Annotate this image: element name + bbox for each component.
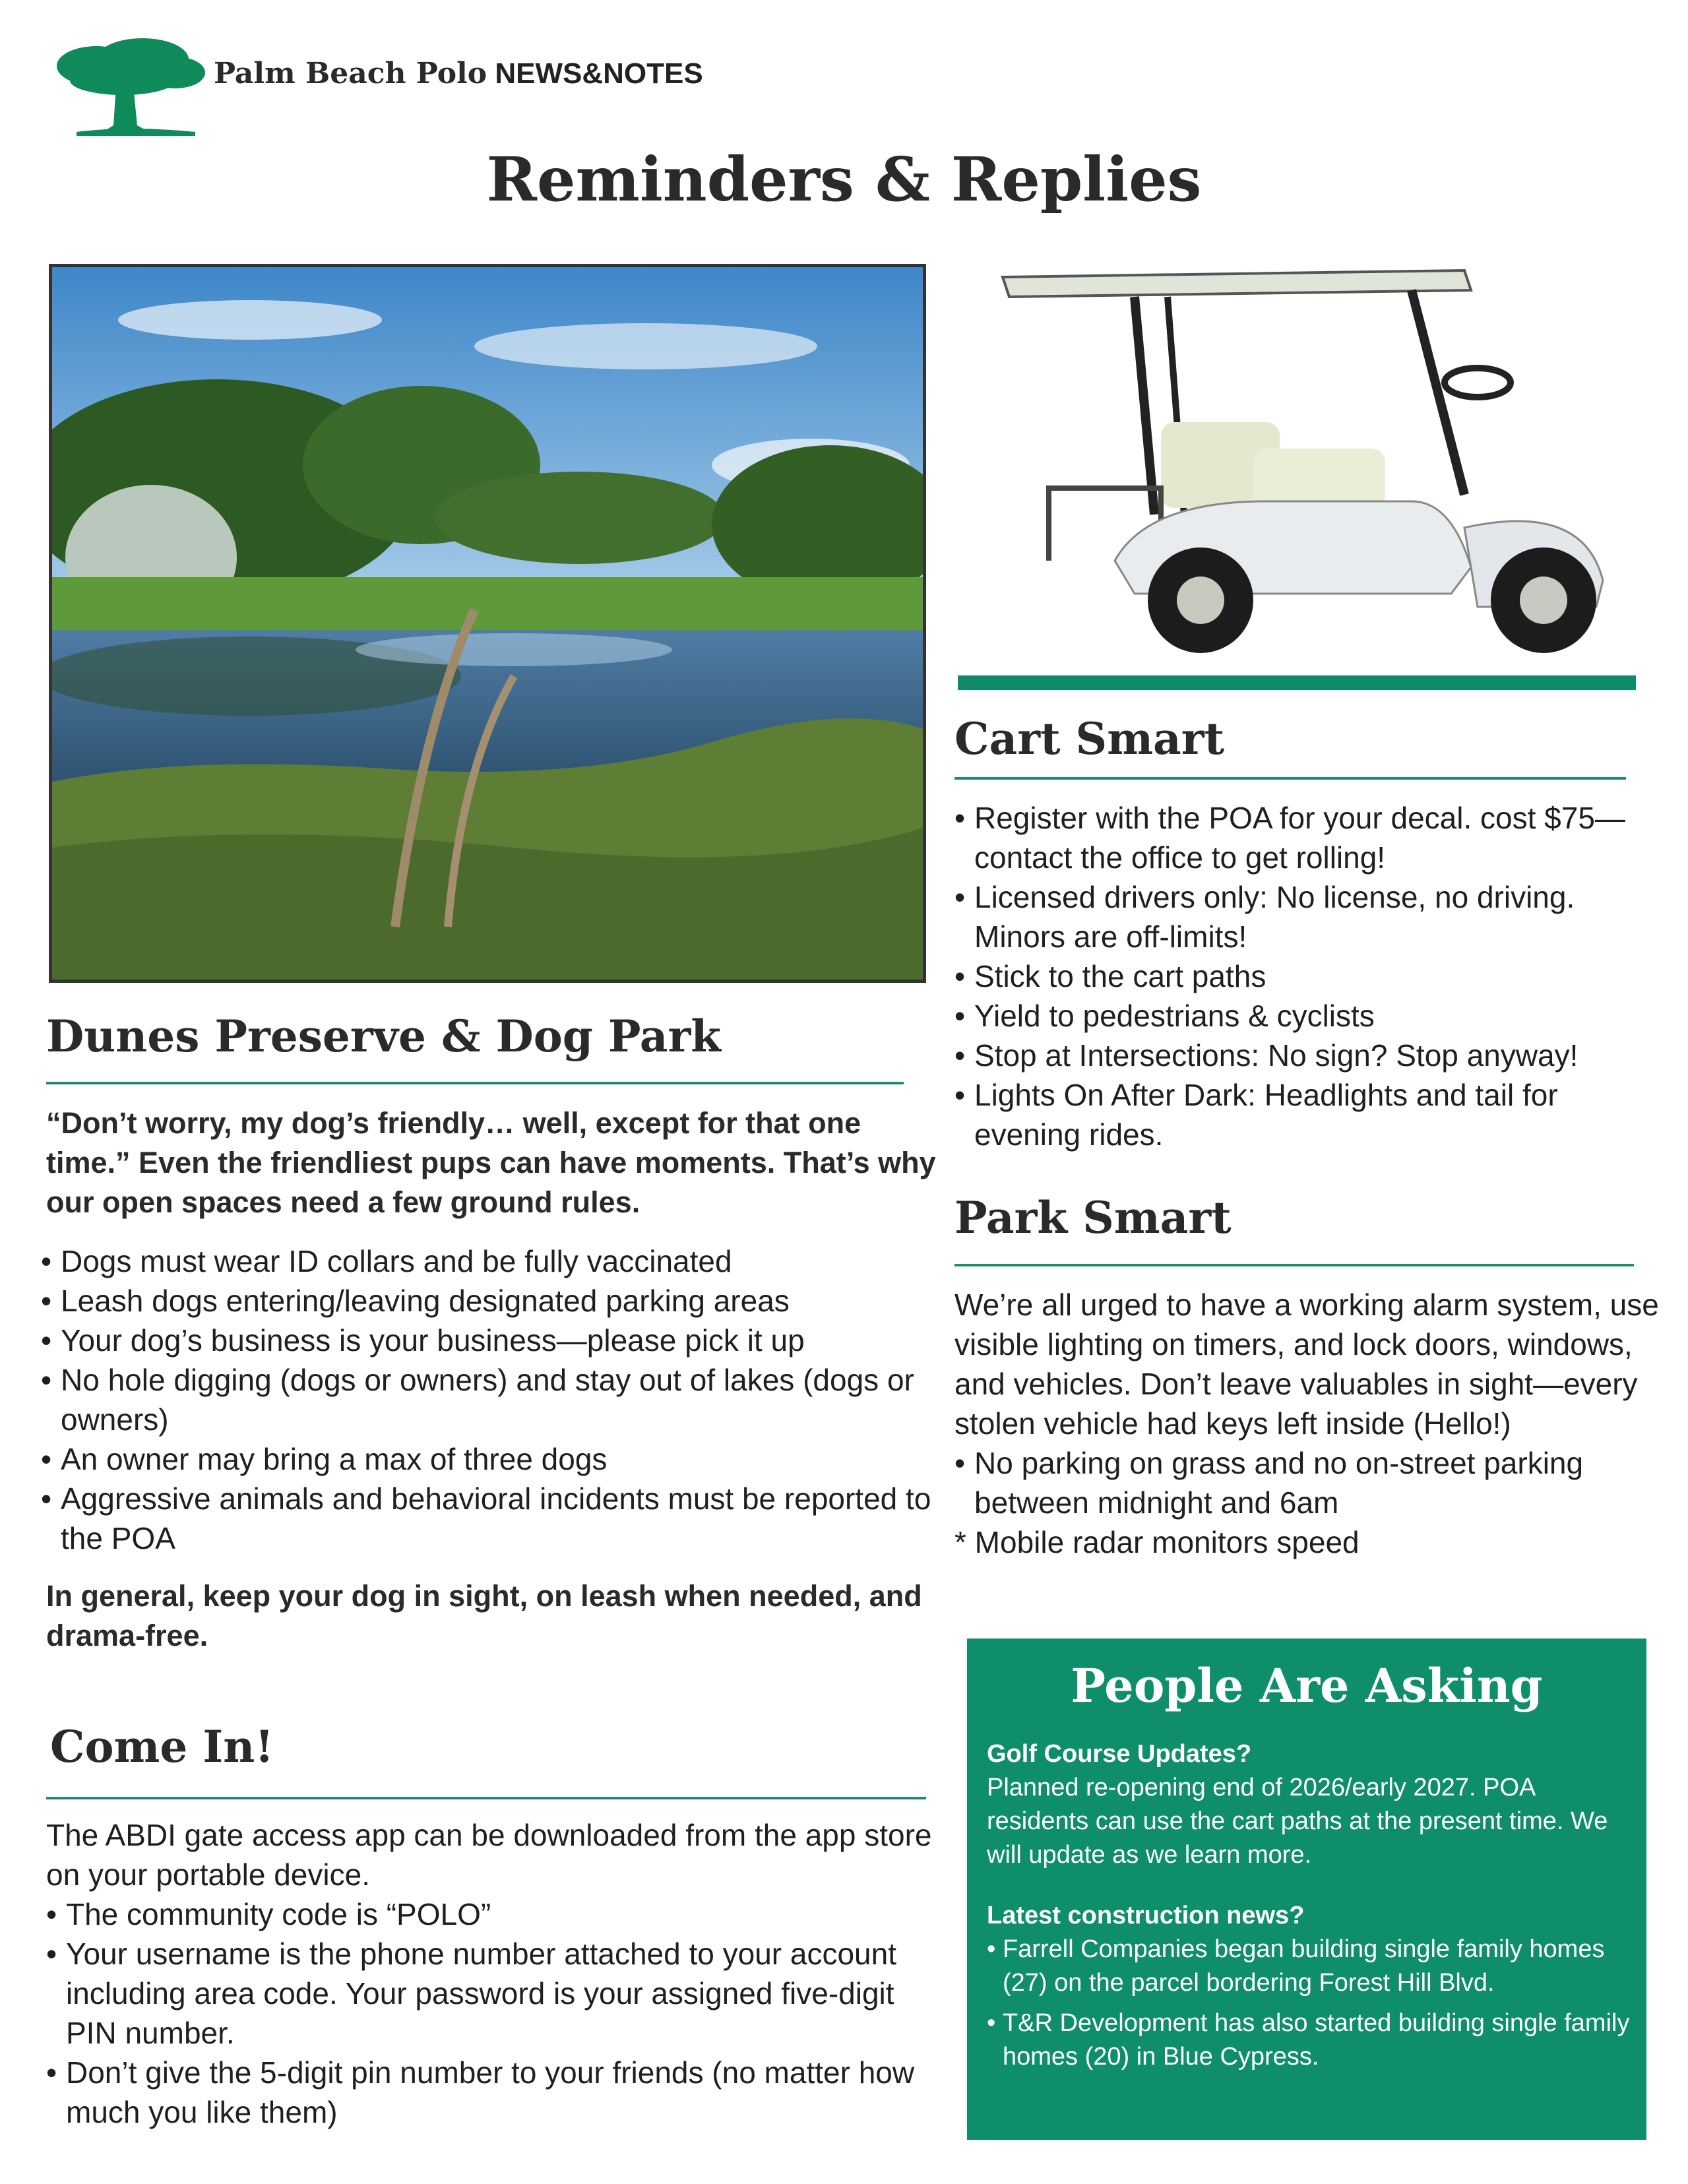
golf-cart-photo	[950, 251, 1649, 673]
list-item: • Register with the POA for your decal. cost $75—contact the office to get rolling!	[954, 798, 1667, 877]
list-item: • An owner may bring a max of three dogs	[41, 1439, 938, 1479]
list-item: • No parking on grass and no on-street parking between midnight and 6am	[954, 1443, 1667, 1522]
come-in-list	[46, 1894, 943, 2132]
park-smart-heading: Park Smart	[954, 1192, 1232, 1243]
list-item: • Stick to the cart paths	[954, 956, 1667, 996]
list-item: • Yield to pedestrians & cyclists	[954, 996, 1667, 1036]
come-in-body	[46, 1815, 943, 2132]
people-are-asking-box	[967, 1638, 1646, 2140]
come-in-heading: Come In!	[50, 1721, 274, 1772]
dunes-closing: In general, keep your dog in sight, on leash when needed, and drama-free.	[46, 1579, 922, 1652]
list-item: • Farrell Companies began building single family homes (27) on the parcel bordering Forest Hill Blvd.	[987, 1933, 1633, 2000]
park-smart-divider	[954, 1264, 1634, 1266]
list-item: • Leash dogs entering/leaving designated parking areas	[41, 1281, 938, 1321]
list-item: • Your dog’s business is your business—please pick it up	[41, 1321, 938, 1360]
list-item: • T&R Development has also started building single family homes (20) in Blue Cypress.	[987, 2007, 1633, 2074]
radar-note: * Mobile radar monitors speed	[954, 1525, 1360, 1559]
dunes-divider	[46, 1082, 904, 1084]
masthead	[214, 57, 703, 90]
construction-qa	[987, 1899, 1633, 2080]
construction-list	[987, 1933, 1633, 2074]
come-in-intro: The ABDI gate access app can be downloaded from the app store on your portable device.	[46, 1818, 932, 1892]
question: Latest construction news?	[987, 1902, 1305, 1929]
cart-smart-divider	[954, 777, 1626, 780]
list-item: • No hole digging (dogs or owners) and stay out of lakes (dogs or owners)	[41, 1360, 938, 1439]
list-item: • Lights On After Dark: Headlights and tail for evening rides.	[954, 1075, 1667, 1154]
park-smart-intro: We’re all urged to have a working alarm system, use visible lighting on timers, and lock doors, windows, and vehicles. Don’t leave valuables in sight—every stolen vehicle had keys left inside (Hello!)	[954, 1288, 1659, 1441]
list-item: • Licensed drivers only: No license, no driving. Minors are off-limits!	[954, 877, 1667, 956]
come-in-divider	[46, 1797, 926, 1799]
list-item: • Aggressive animals and behavioral incidents must be reported to the POA	[41, 1479, 938, 1558]
brand-name: Palm Beach Polo	[214, 57, 487, 90]
cart-smart-heading: Cart Smart	[954, 713, 1225, 764]
publication-name: NEWS&NOTES	[495, 57, 703, 90]
golf-course-qa	[987, 1737, 1633, 1872]
list-item: • The community code is “POLO”	[46, 1894, 943, 1934]
cart-smart-list	[954, 798, 1667, 1154]
page-title: Reminders & Replies	[486, 144, 1202, 215]
list-item: • Your username is the phone number attached to your account including area code. Your password is your assigned five-digit PIN number.	[46, 1934, 943, 2053]
list-item: • Stop at Intersections: No sign? Stop anyway!	[954, 1036, 1667, 1075]
park-smart-list	[954, 1443, 1667, 1522]
tree-icon	[50, 33, 208, 139]
dunes-intro: “Don’t worry, my dog’s friendly… well, except for that one time.” Even the friendliest pups can have moments. That’s why our open spaces need a few ground rules.	[46, 1106, 936, 1219]
dunes-rules-list	[41, 1241, 938, 1558]
people-are-asking-title: People Are Asking	[1071, 1658, 1543, 1713]
question: Golf Course Updates?	[987, 1740, 1252, 1768]
dunes-heading: Dunes Preserve & Dog Park	[46, 1011, 722, 1062]
list-item: • Don’t give the 5-digit pin number to your friends (no matter how much you like them)	[46, 2053, 943, 2132]
cart-accent-bar	[958, 675, 1636, 690]
list-item: • Dogs must wear ID collars and be fully vaccinated	[41, 1241, 938, 1281]
pond-photo	[49, 264, 926, 983]
park-smart-body	[954, 1285, 1667, 1562]
answer: Planned re-opening end of 2026/early 2027. POA residents can use the cart paths at the present time. We will update as we learn more.	[987, 1774, 1608, 1869]
